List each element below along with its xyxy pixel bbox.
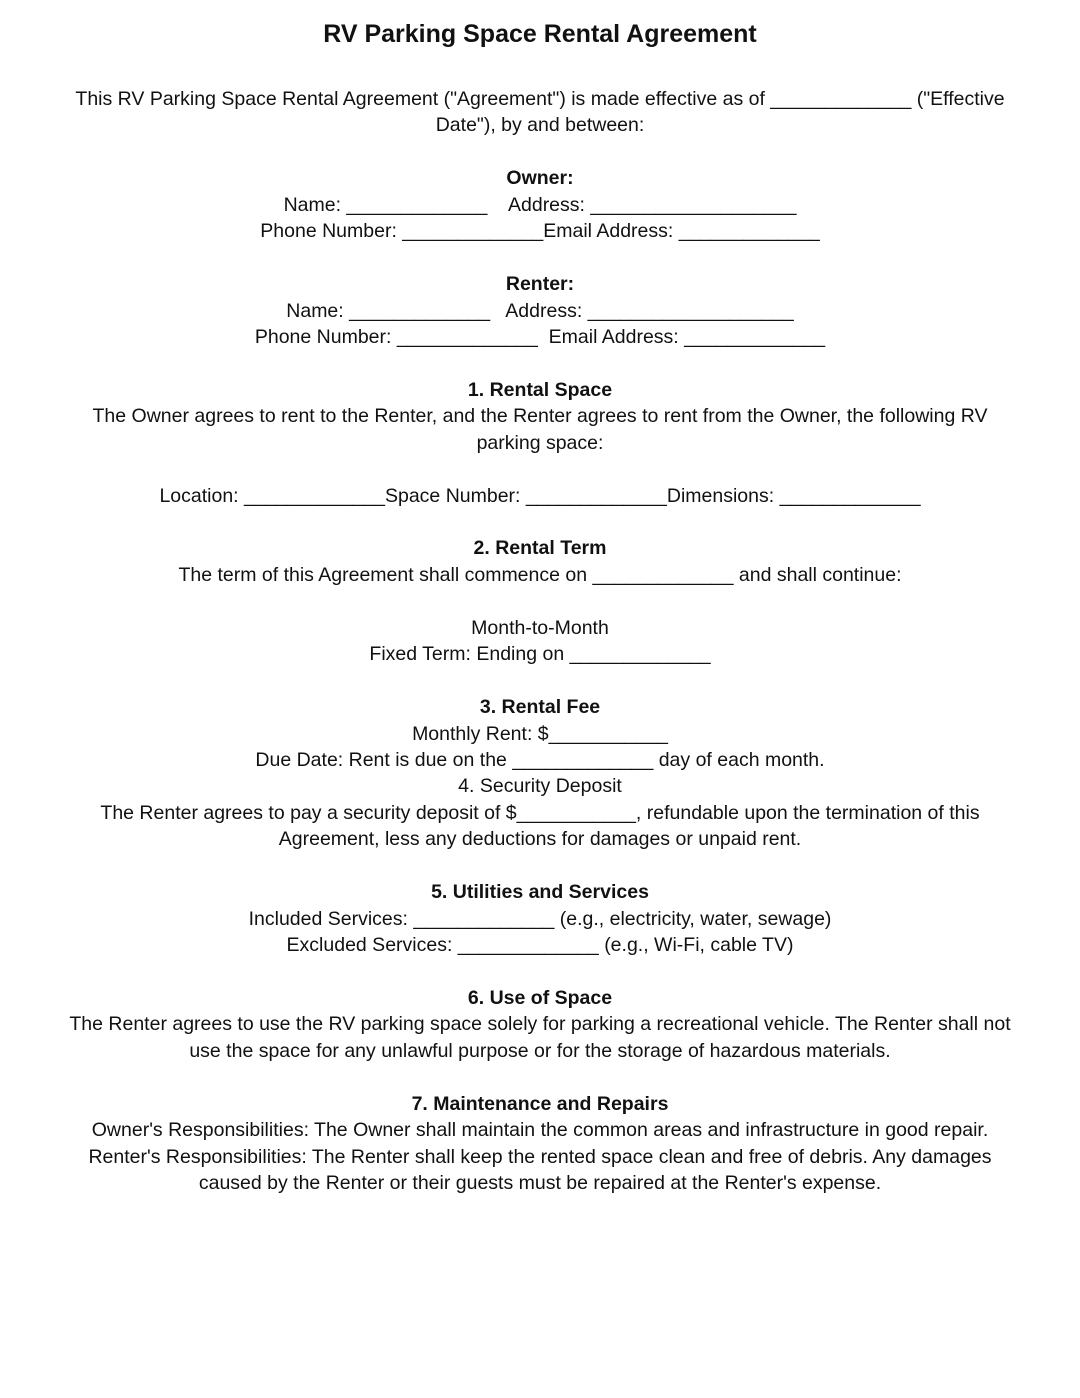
section-heading: 7. Maintenance and Repairs [411, 1092, 669, 1115]
spacer [0, 958, 1080, 984]
text-line: Location: _____________Space Number: _____________Dimensions: _____________ [159, 484, 921, 507]
text-line: Date"), by and between: [435, 114, 645, 137]
section-heading: Renter: [505, 273, 575, 296]
text-line: Agreement, less any deductions for damages or unpaid rent. [278, 828, 802, 851]
text-line: Name: _____________ Address: ___________________ [283, 193, 797, 216]
text-line: use the space for any unlawful purpose or for the storage of hazardous materials. [189, 1039, 891, 1062]
spacer [0, 853, 1080, 879]
text-line: 4. Security Deposit [458, 775, 622, 798]
spacer [0, 456, 1080, 482]
spacer [0, 245, 1080, 271]
text-line: Included Services: _____________ (e.g., electricity, water, sewage) [248, 907, 832, 930]
section-heading: 2. Rental Term [473, 537, 607, 560]
spacer [0, 1064, 1080, 1090]
spacer [0, 588, 1080, 614]
text-line: Name: _____________ Address: ___________________ [286, 299, 794, 322]
text-line: The Renter agrees to use the RV parking space solely for parking a recreational vehicle. The Renter shall not [69, 1013, 1011, 1036]
text-line: Due Date: Rent is due on the _____________ day of each month. [255, 748, 825, 771]
section-heading: 1. Rental Space [467, 378, 613, 401]
section-heading: 6. Use of Space [467, 986, 613, 1009]
document-title: RV Parking Space Rental Agreement [323, 20, 757, 48]
section-heading: 5. Utilities and Services [431, 881, 649, 904]
text-line: The term of this Agreement shall commence on _____________ and shall continue: [178, 563, 902, 586]
text-line: This RV Parking Space Rental Agreement ("Agreement") is made effective as of _____________ ("Effective [75, 88, 1005, 110]
spacer [0, 668, 1080, 694]
text-line: caused by the Renter or their guests must be repaired at the Renter's expense. [198, 1171, 882, 1194]
text-line: Month-to-Month [471, 616, 609, 639]
text-line: parking space: [476, 431, 604, 454]
spacer [0, 350, 1080, 376]
text-line: Owner's Responsibilities: The Owner shall maintain the common areas and infrastructure in good repair. [91, 1119, 989, 1142]
text-line: Phone Number: _____________ Email Address: _____________ [254, 325, 826, 348]
text-line: Monthly Rent: $___________ [412, 722, 668, 745]
spacer [0, 509, 1080, 535]
text-line: Excluded Services: _____________ (e.g., Wi-Fi, cable TV) [286, 934, 794, 956]
text-line: The Renter agrees to pay a security deposit of $___________, refundable upon the termination of this [100, 801, 980, 824]
text-line: Phone Number: _____________Email Address: _____________ [260, 220, 820, 243]
section-heading: 3. Rental Fee [479, 696, 601, 719]
spacer [0, 139, 1080, 165]
agreement-body [0, 86, 1080, 1196]
section-heading: Owner: [506, 167, 574, 190]
text-line: Renter's Responsibilities: The Renter shall keep the rented space clean and free of debris. Any damages [88, 1145, 992, 1168]
text-line: Fixed Term: Ending on _____________ [369, 643, 711, 666]
text-line: The Owner agrees to rent to the Renter, and the Renter agrees to rent from the Owner, the following RV [92, 405, 988, 428]
